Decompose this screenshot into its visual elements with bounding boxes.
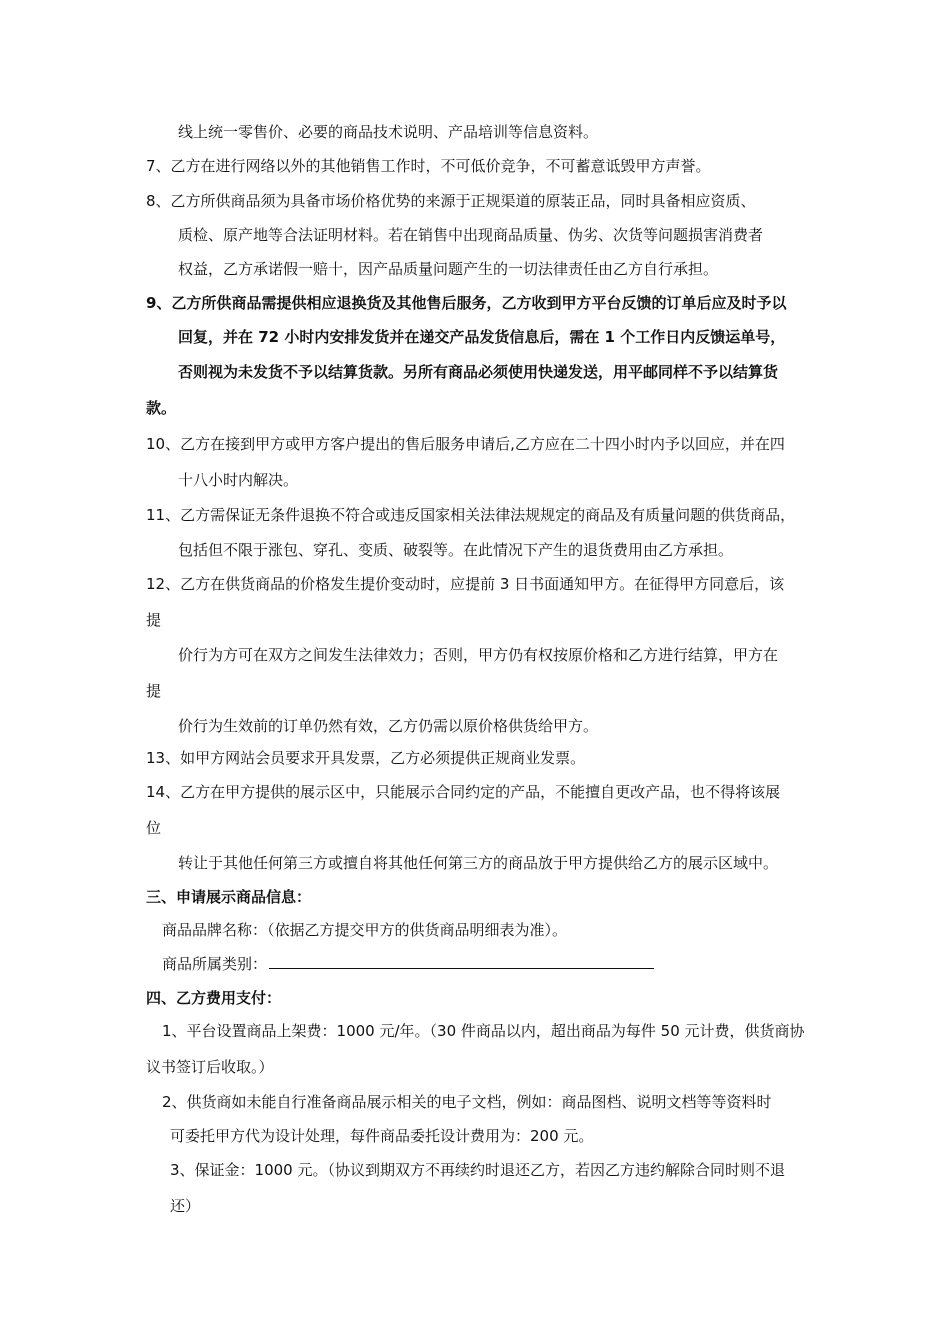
fee-item-3: 3、保证金：1000 元。（协议到期双方不再续约时退还乙方，若因乙方违约解除合同时则不退: [170, 1161, 785, 1179]
clause-10: 10、乙方在接到甲方或甲方客户提出的售后服务申请后,乙方应在二十四小时内予以回应，并在四: [146, 435, 785, 453]
text-line: 提: [146, 611, 162, 629]
text-line: 十八小时内解决。: [178, 471, 299, 489]
category-label: 商品所属类别：: [162, 955, 268, 973]
section-heading-4: 四、乙方费用支付：: [146, 989, 282, 1007]
text-line: 提: [146, 682, 162, 700]
fee-item-1: 1、平台设置商品上架费：1000 元/年。（30 件商品以内，超出商品为每件 50 元计费，供货商协: [162, 1022, 805, 1040]
category-blank: [269, 954, 654, 969]
fee-item-2: 2、供货商如未能自行准备商品展示相关的电子文档，例如：商品图档、说明文档等等资料时: [162, 1093, 772, 1111]
text-line: 款。: [146, 399, 177, 417]
clause-14: 14、乙方在甲方提供的展示区中，只能展示合同约定的产品，不能擅自更改产品，也不得将该展: [146, 783, 781, 801]
clause-12: 12、乙方在供货商品的价格发生提价变动时，应提前 3 日书面通知甲方。在征得甲方同意后，该: [146, 575, 785, 593]
text-line: 价行为方可在双方之间发生法律效力；否则，甲方仍有权按原价格和乙方进行结算，甲方在: [178, 646, 779, 664]
clause-7: 7、乙方在进行网络以外的其他销售工作时，不可低价竞争，不可蓄意诋毁甲方声誉。: [146, 157, 711, 175]
text-line: 回复，并在 72 小时内安排发货并在递交产品发货信息后，需在 1 个工作日内反馈运单号，: [178, 328, 786, 346]
clause-13: 13、如甲方网站会员要求开具发票，乙方必须提供正规商业发票。: [146, 749, 586, 767]
text-line: 位: [146, 819, 162, 837]
brand-name-line: 商品品牌名称：（依据乙方提交甲方的供货商品明细表为准）。: [162, 921, 568, 939]
text-line: 可委托甲方代为设计处理，每件商品委托设计费用为：200 元。: [170, 1127, 594, 1145]
text-line: 权益，乙方承诺假一赔十，因产品质量问题产生的一切法律责任由乙方自行承担。: [178, 260, 719, 278]
text-line: 还）: [170, 1197, 201, 1215]
text-line: 包括但不限于涨包、穿孔、变质、破裂等。在此情况下产生的退货费用由乙方承担。: [178, 541, 734, 559]
text-line: 议书签订后收取。）: [146, 1058, 274, 1076]
category-line: [162, 954, 654, 974]
clause-8: 8、乙方所供商品须为具备市场价格优势的来源于正规渠道的原装正品，同时具备相应资质、: [146, 192, 756, 210]
section-heading-3: 三、申请展示商品信息：: [146, 888, 312, 906]
text-line: 否则视为未发货不予以结算货款。另所有商品必须使用快递发送，用平邮同样不予以结算货: [178, 363, 779, 381]
text-line: 线上统一零售价、必要的商品技术说明、产品培训等信息资料。: [178, 123, 599, 141]
text-line: 价行为生效前的订单仍然有效，乙方仍需以原价格供货给甲方。: [178, 717, 599, 735]
clause-11: 11、乙方需保证无条件退换不符合或违反国家相关法律法规规定的商品及有质量问题的供货商品，: [146, 506, 796, 524]
text-line: 质检、原产地等合法证明材料。若在销售中出现商品质量、伪劣、次货等问题损害消费者: [178, 226, 764, 244]
text-line: 转让于其他任何第三方或擅自将其他任何第三方的商品放于甲方提供给乙方的展示区域中。: [178, 854, 779, 872]
clause-9: 9、乙方所供商品需提供相应退换货及其他售后服务，乙方收到甲方平台反馈的订单后应及时予以: [146, 294, 787, 312]
